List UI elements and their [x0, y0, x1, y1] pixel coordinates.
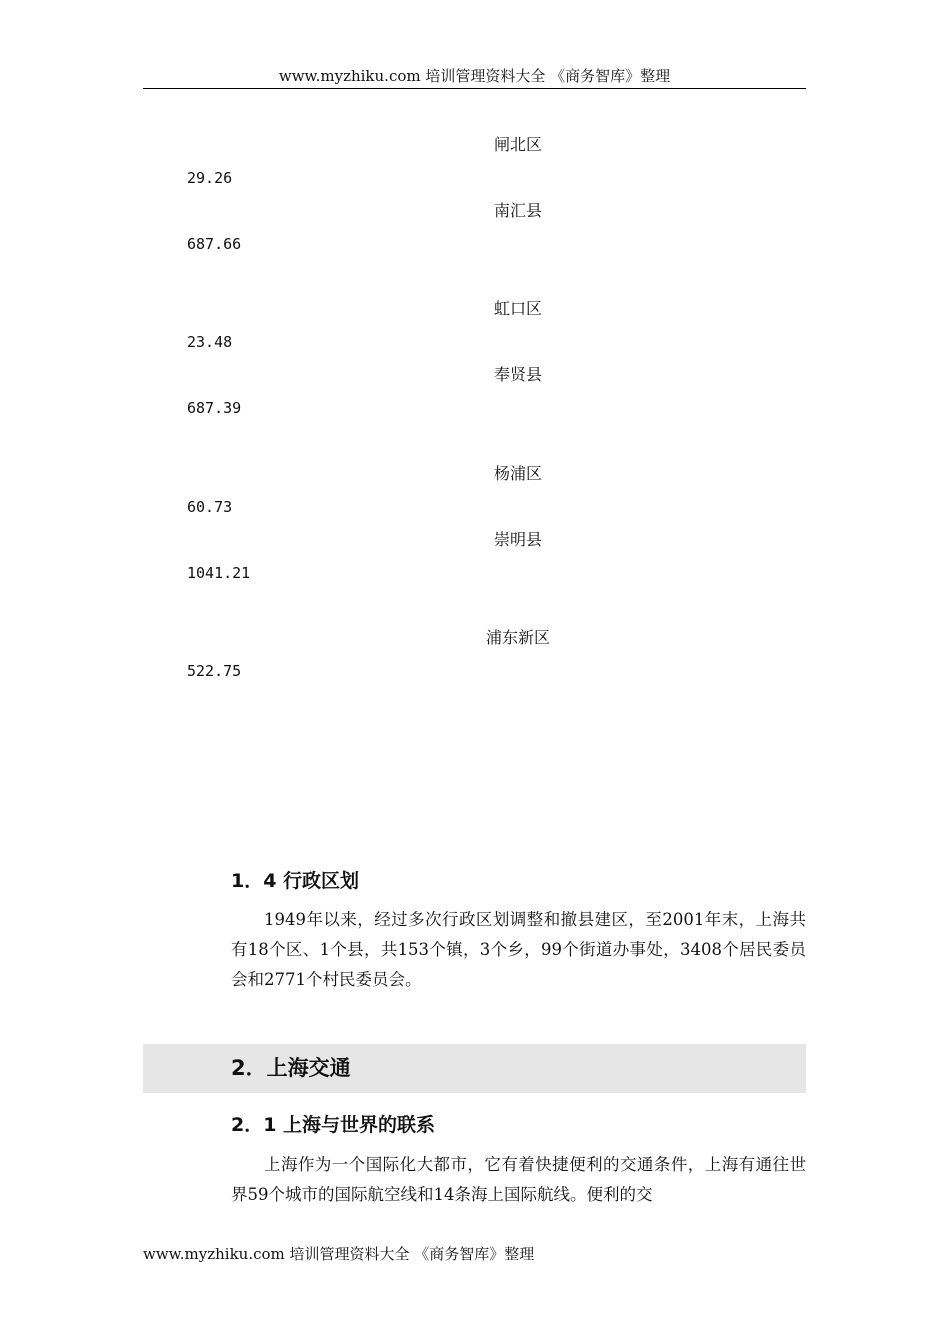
header-divider — [143, 88, 806, 89]
district-name: 虹口区 — [493, 299, 542, 318]
section-banner — [143, 1044, 806, 1093]
page-header: www.myzhiku.com 培训管理资料大全 《商务智库》整理 — [278, 67, 671, 85]
district-area: 1041.21 — [187, 564, 251, 582]
district-area: 687.66 — [187, 235, 242, 253]
district-area: 23.48 — [187, 333, 233, 351]
section-heading-1-4: 1．4 行政区划 — [231, 870, 360, 892]
page-footer: www.myzhiku.com 培训管理资料大全 《商务智库》整理 — [143, 1245, 535, 1263]
district-area: 60.73 — [187, 498, 233, 516]
district-area: 522.75 — [187, 662, 242, 680]
district-name: 杨浦区 — [493, 464, 542, 483]
section-body-1-4: 1949年以来，经过多次行政区划调整和撤县建区，至2001年末，上海共有18个区、1个县，共153个镇，3个乡，99个街道办事处，3408个居民委员会和2771个村民委员会。 — [231, 910, 806, 989]
district-name: 崇明县 — [493, 530, 542, 549]
district-name: 奉贤县 — [493, 365, 542, 384]
district-name: 浦东新区 — [485, 628, 550, 647]
district-area: 29.26 — [187, 169, 233, 187]
section-heading-2-1: 2．1 上海与世界的联系 — [231, 1114, 436, 1136]
district-name: 闸北区 — [493, 135, 542, 154]
district-name: 南汇县 — [493, 201, 542, 220]
section-heading-2: 2．上海交通 — [231, 1056, 351, 1080]
district-area: 687.39 — [187, 399, 242, 417]
section-body-2-1: 上海作为一个国际化大都市，它有着快捷便利的交通条件，上海有通往世界59个城市的国际航空线和14条海上国际航线。便利的交 — [231, 1155, 806, 1204]
